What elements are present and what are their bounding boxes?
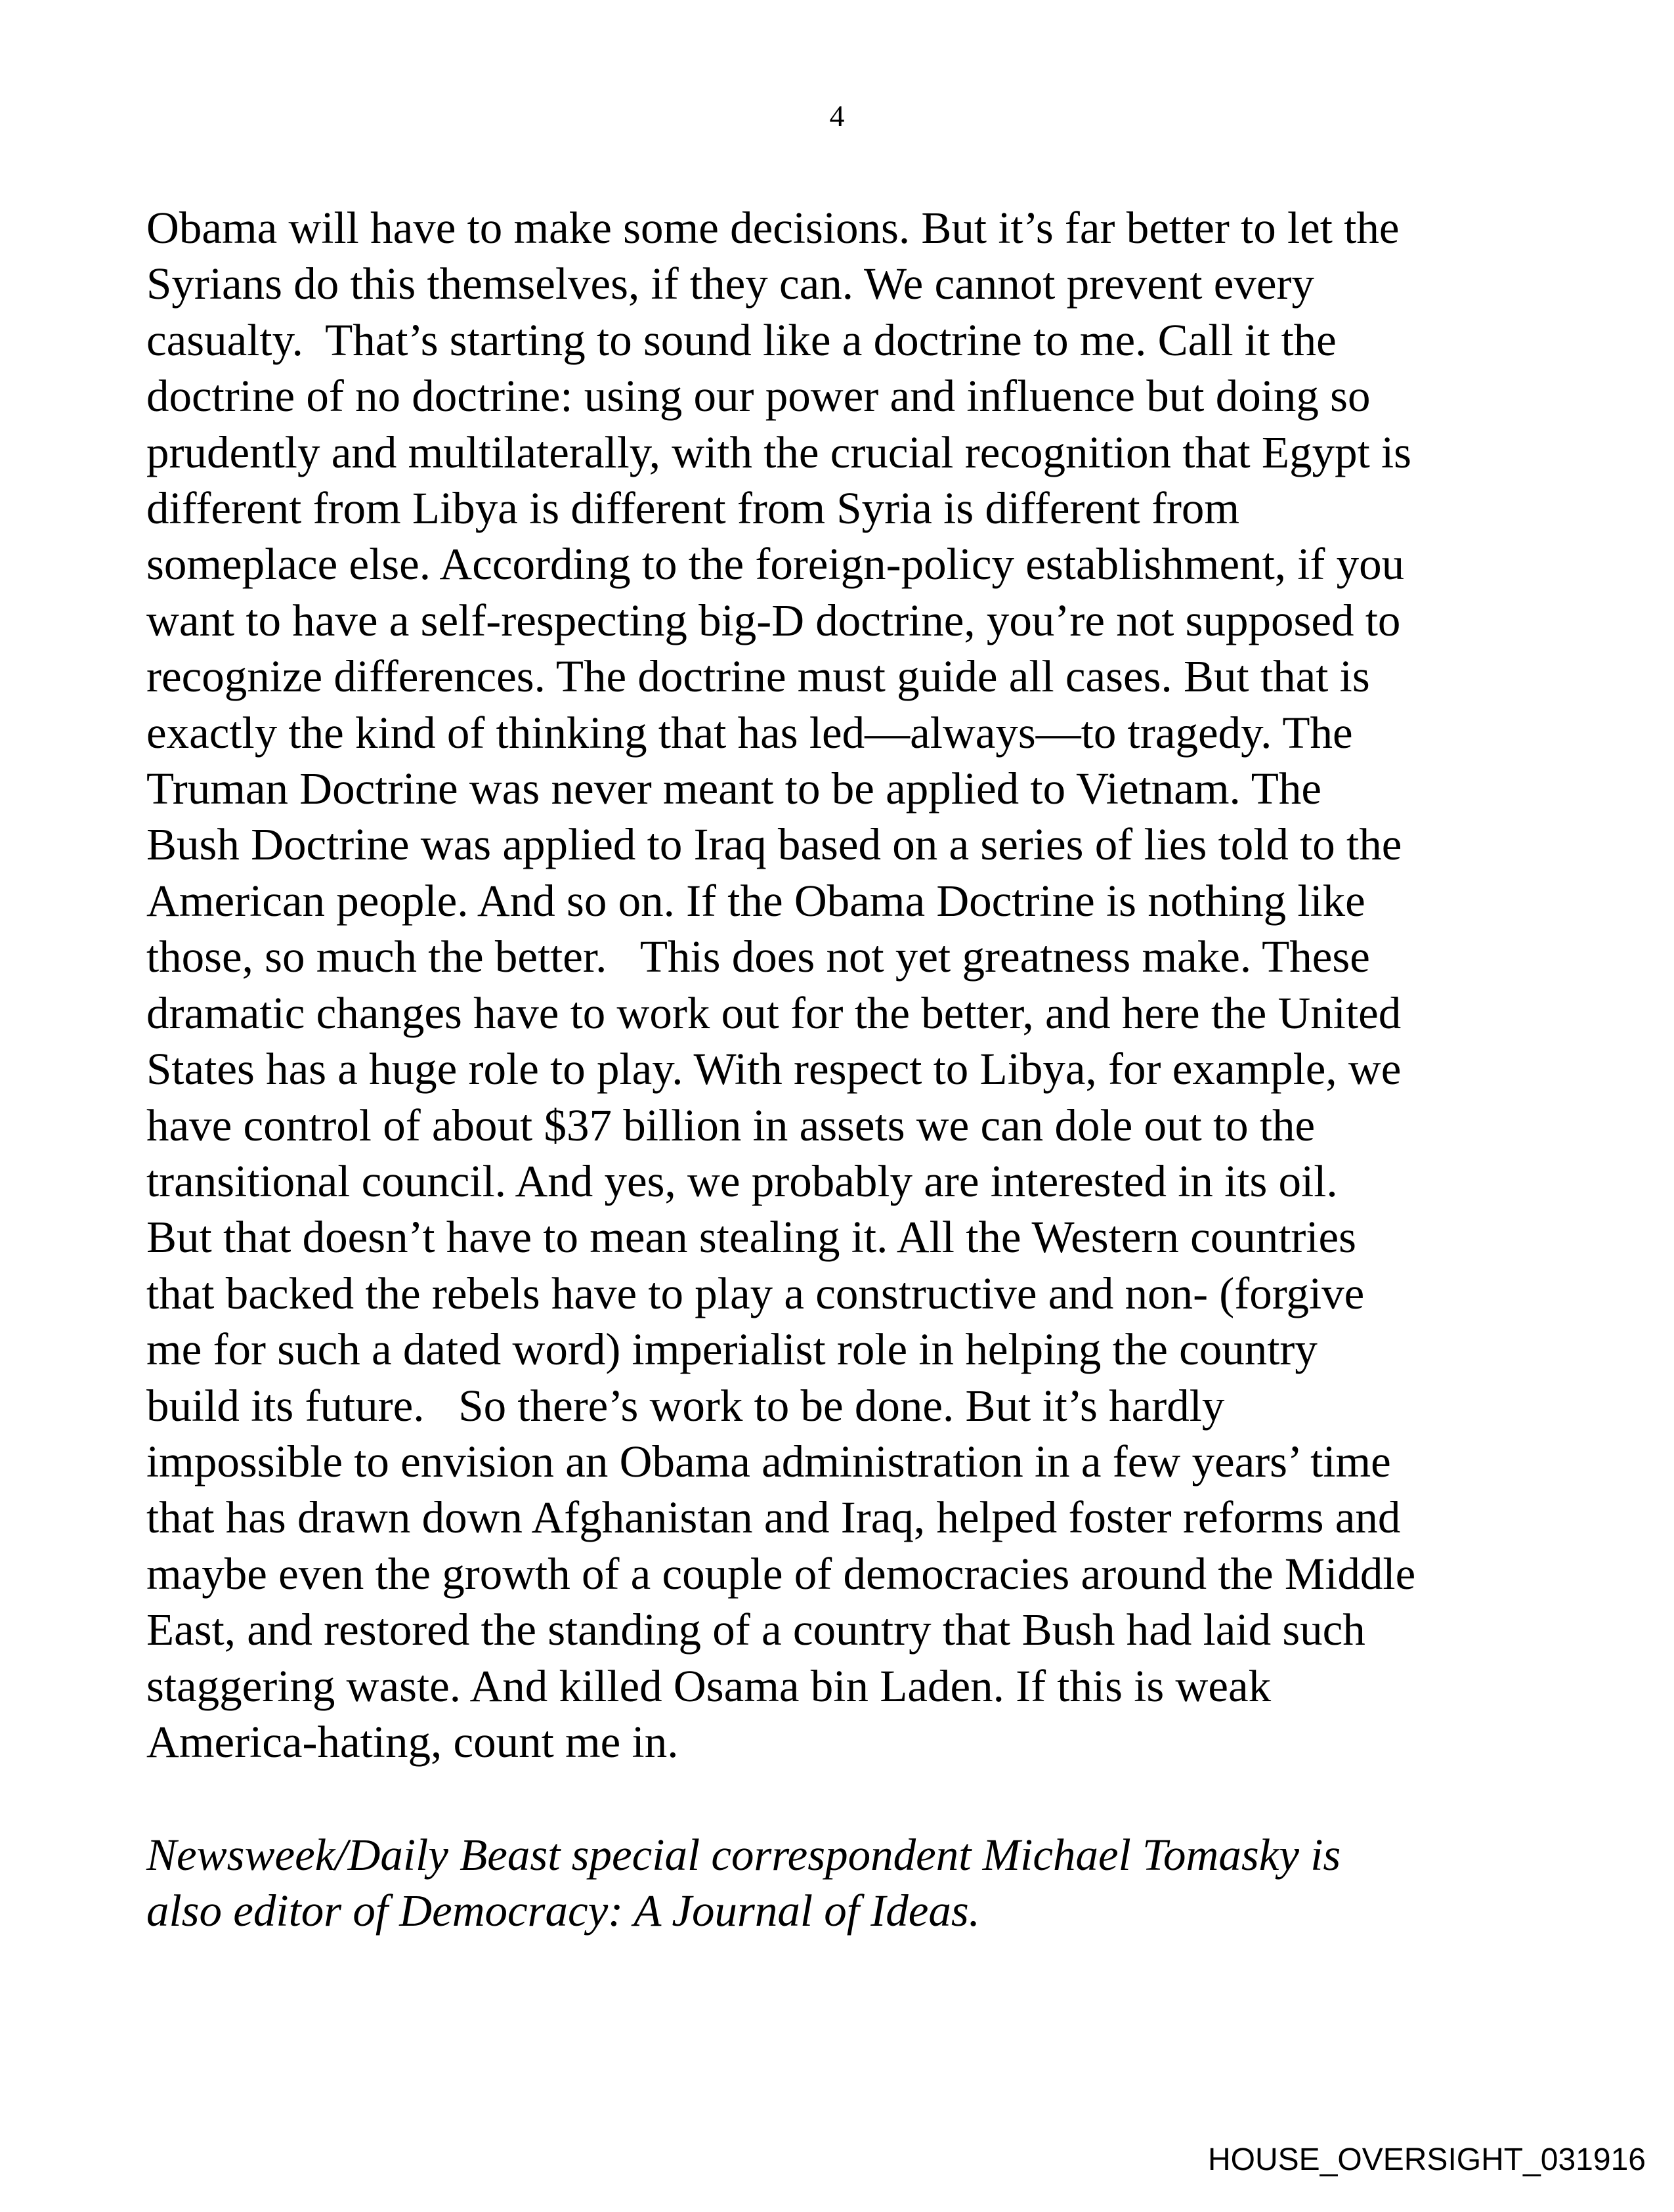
document-id-footer: HOUSE_OVERSIGHT_031916: [1208, 2142, 1646, 2177]
body-text-line: Bush Doctrine was applied to Iraq based on a series of lies told to the: [146, 819, 1402, 870]
body-text-line: those, so much the better. This does not yet greatness make. These: [146, 932, 1370, 982]
body-text-line: build its future. So there’s work to be done. But it’s hardly: [146, 1380, 1225, 1431]
body-text-line: casualty. That’s starting to sound like a doctrine to me. Call it the: [146, 314, 1337, 365]
body-text-line: that backed the rebels have to play a constructive and non- (forgive: [146, 1268, 1365, 1318]
body-text-line: States has a huge role to play. With respect to Libya, for example, we: [146, 1044, 1402, 1095]
body-text-line: staggering waste. And killed Osama bin Laden. If this is weak: [146, 1660, 1272, 1711]
body-text-line: East, and restored the standing of a country that Bush had laid such: [146, 1605, 1365, 1655]
article-body: [146, 200, 1415, 1770]
body-text-line: Truman Doctrine was never meant to be applied to Vietnam. The: [146, 764, 1322, 814]
body-text-line: impossible to envision an Obama administration in a few years’ time: [146, 1436, 1391, 1486]
body-text-line: me for such a dated word) imperialist role in helping the country: [146, 1324, 1318, 1375]
byline-text-line: also editor of Democracy: A Journal of Ideas.: [146, 1886, 980, 1936]
body-text-line: transitional council. And yes, we probably are interested in its oil.: [146, 1156, 1338, 1206]
body-text-line: But that doesn’t have to mean stealing it. All the Western countries: [146, 1212, 1357, 1263]
body-text-line: different from Libya is different from Syria is different from: [146, 483, 1240, 534]
body-text-line: someplace else. According to the foreign-policy establishment, if you: [146, 539, 1405, 590]
body-text-line: prudently and multilaterally, with the crucial recognition that Egypt is: [146, 427, 1412, 477]
body-text-line: America-hating, count me in.: [146, 1716, 679, 1767]
body-text-line: have control of about $37 billion in assets we can dole out to the: [146, 1100, 1316, 1150]
body-text-line: Syrians do this themselves, if they can. We cannot prevent every: [146, 259, 1315, 309]
body-text-line: exactly the kind of thinking that has led—always—to tragedy. The: [146, 707, 1353, 758]
body-text-line: doctrine of no doctrine: using our power and influence but doing so: [146, 371, 1371, 422]
byline-text-line: Newsweek/Daily Beast special correspondent Michael Tomasky is: [146, 1830, 1341, 1880]
body-text-line: American people. And so on. If the Obama Doctrine is nothing like: [146, 875, 1365, 926]
body-text-line: that has drawn down Afghanistan and Iraq, helped foster reforms and: [146, 1492, 1401, 1543]
body-text-line: recognize differences. The doctrine must guide all cases. But that is: [146, 651, 1370, 702]
author-byline: [146, 1827, 1341, 1940]
body-text-line: maybe even the growth of a couple of democracies around the Middle: [146, 1548, 1416, 1599]
page-number: 4: [829, 99, 845, 133]
body-text-line: want to have a self-respecting big-D doctrine, you’re not supposed to: [146, 595, 1401, 645]
body-text-line: Obama will have to make some decisions. But it’s far better to let the: [146, 203, 1400, 253]
body-text-line: dramatic changes have to work out for the better, and here the United: [146, 987, 1402, 1038]
